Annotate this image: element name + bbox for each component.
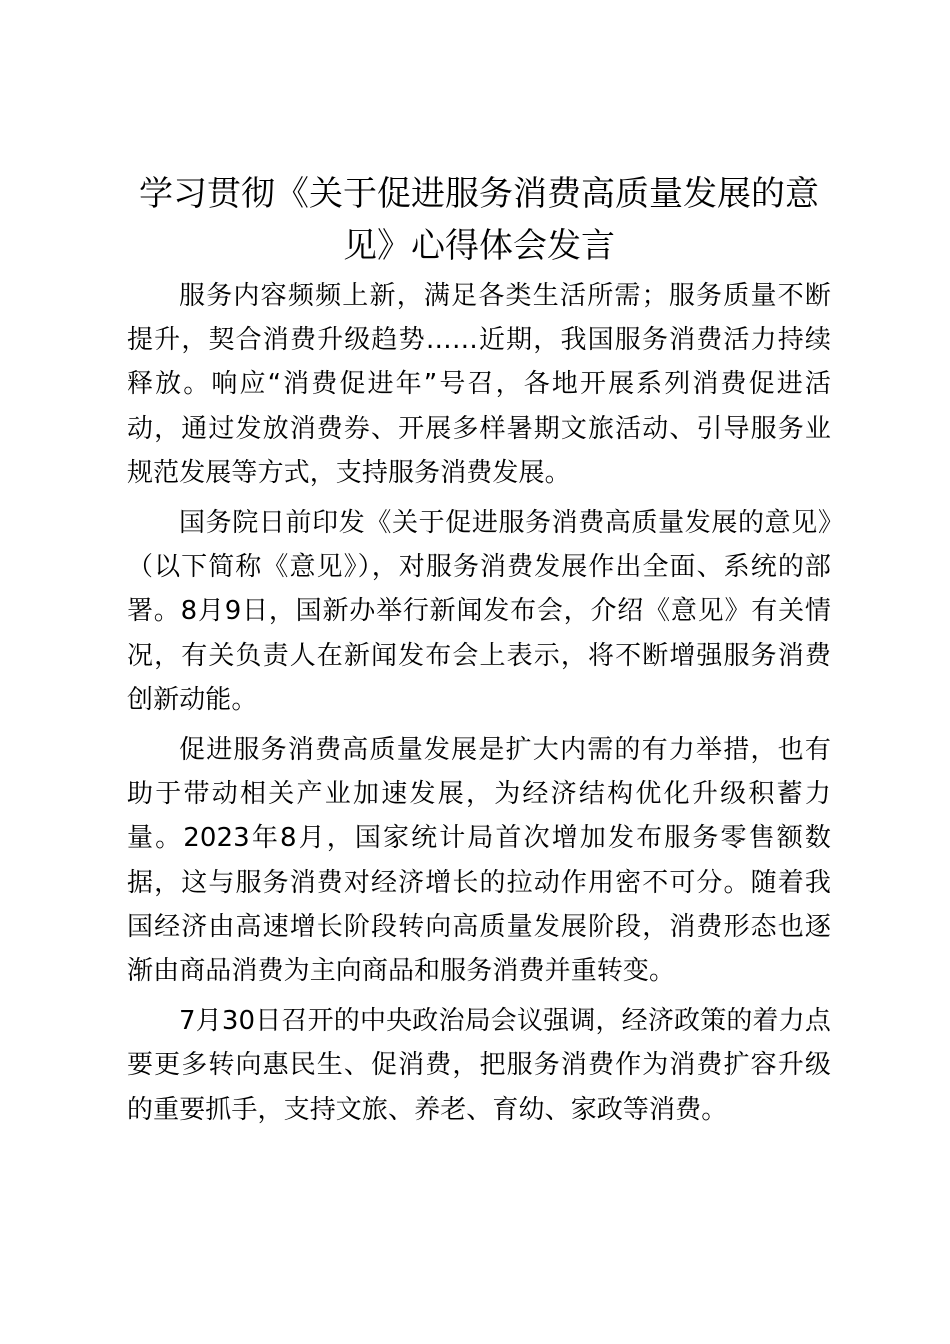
paragraph-4: 7月30日召开的中央政治局会议强调，经济政策的着力点要更多转向惠民生、促消费，把服务消费作为消费扩容升级的重要抓手，支持文旅、养老、育幼、家政等消费。 bbox=[127, 1006, 831, 1125]
document-page bbox=[127, 168, 831, 1138]
paragraph-1: 服务内容频频上新，满足各类生活所需；服务质量不断提升，契合消费升级趋势……近期，我国服务消费活力持续释放。响应“消费促进年”号召，各地开展系列消费促进活动，通过发放消费券、开展多样暑期文旅活动、引导服务业规范发展等方式，支持服务消费发展。 bbox=[127, 281, 831, 488]
document-title: 学习贯彻《关于促进服务消费高质量发展的意见》心得体会发言 bbox=[139, 174, 819, 266]
paragraph-2: 国务院日前印发《关于促进服务消费高质量发展的意见》（以下简称《意见》），对服务消费发展作出全面、系统的部署。8月9日，国新办举行新闻发布会，介绍《意见》有关情况，有关负责人在新闻发布会上表示，将不断增强服务消费创新动能。 bbox=[127, 508, 831, 715]
paragraph-3: 促进服务消费高质量发展是扩大内需的有力举措，也有助于带动相关产业加速发展，为经济结构优化升级积蓄力量。2023年8月，国家统计局首次增加发布服务零售额数据，这与服务消费对经济增长的拉动作用密不可分。随着我国经济由高速增长阶段转向高质量发展阶段，消费形态也逐渐由商品消费为主向商品和服务消费并重转变。 bbox=[127, 735, 831, 987]
